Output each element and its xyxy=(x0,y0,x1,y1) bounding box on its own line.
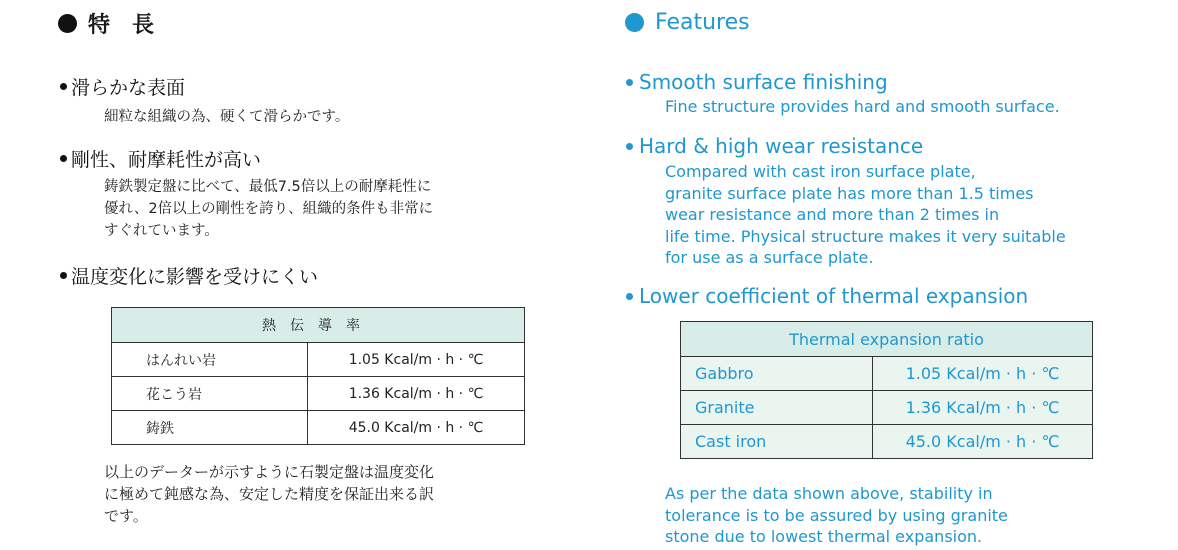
jp-heading-rigidity xyxy=(60,145,261,172)
material-value: 1.05 Kcal/m · h · ℃ xyxy=(308,343,525,377)
en-title-text: Features xyxy=(655,10,750,35)
table-row xyxy=(112,377,525,411)
en-line: wear resistance and more than 2 times in xyxy=(665,205,1000,224)
en-line: Fine structure provides hard and smooth surface. xyxy=(665,97,1060,116)
en-footer-paragraph xyxy=(665,483,1008,548)
en-heading-wear xyxy=(626,134,923,158)
material-name: Gabbro xyxy=(681,357,873,391)
jp-thermal-table xyxy=(111,307,525,445)
table-row xyxy=(681,391,1093,425)
bullet-icon xyxy=(60,272,67,279)
table-row xyxy=(681,357,1093,391)
material-value: 45.0 Kcal/m · h · ℃ xyxy=(308,411,525,445)
en-paragraph-smooth xyxy=(665,96,1060,118)
jp-line: 以上のデーターが示すように石製定盤は温度変化 xyxy=(104,463,435,481)
english-column xyxy=(590,0,1178,550)
jp-line: 鋳鉄製定盤に比べて、最低7.5倍以上の耐摩耗性に xyxy=(104,179,432,195)
material-value: 1.36 Kcal/m · h · ℃ xyxy=(873,391,1093,425)
table-row xyxy=(112,411,525,445)
table-row xyxy=(681,425,1093,459)
bullet-dot-icon xyxy=(58,14,77,33)
en-heading-text: Smooth surface finishing xyxy=(639,70,888,94)
jp-line: 優れ、2倍以上の剛性を誇り、組織的条件も非常に xyxy=(104,201,434,217)
jp-footer-paragraph xyxy=(104,461,434,527)
jp-heading-text: 剛性、耐摩耗性が高い xyxy=(71,149,262,171)
en-line: for use as a surface plate. xyxy=(665,248,874,267)
japanese-column xyxy=(0,0,580,550)
material-name: はんれい岩 xyxy=(112,343,308,377)
en-line: life time. Physical structure makes it very suitable xyxy=(665,226,1066,246)
jp-heading-text: 温度変化に影響を受けにくい xyxy=(71,266,319,288)
en-thermal-table xyxy=(680,321,1093,459)
en-heading-text: Hard & high wear resistance xyxy=(639,134,924,158)
table-header: 熱伝導率 xyxy=(112,308,525,343)
jp-paragraph-smooth xyxy=(104,106,349,128)
material-name: Granite xyxy=(681,391,873,425)
en-line: granite surface plate has more than 1.5 times xyxy=(665,183,1034,203)
material-name: 鋳鉄 xyxy=(112,411,308,445)
bullet-dot-icon xyxy=(625,13,644,32)
table-row xyxy=(112,343,525,377)
en-paragraph-wear xyxy=(665,161,1066,269)
jp-line: に極めて鈍感な為、安定した精度を保証出来る訳 xyxy=(104,485,435,503)
table-header: Thermal expansion ratio xyxy=(681,322,1093,357)
table-header-row xyxy=(681,322,1093,357)
jp-title-text: 特長 xyxy=(88,13,177,38)
material-name: 花こう岩 xyxy=(112,377,308,411)
bullet-icon xyxy=(60,155,67,162)
en-heading-thermal xyxy=(626,284,1028,308)
jp-title xyxy=(58,8,176,39)
en-heading-smooth xyxy=(626,70,888,94)
en-line: tolerance is to be assured by using granite xyxy=(665,505,1008,525)
en-line: stone due to lowest thermal expansion. xyxy=(665,527,983,546)
jp-heading-temperature xyxy=(60,262,318,289)
material-value: 1.36 Kcal/m · h · ℃ xyxy=(308,377,525,411)
en-title xyxy=(625,10,750,35)
en-heading-text: Lower coefficient of thermal expansion xyxy=(639,284,1029,308)
jp-paragraph-rigidity xyxy=(104,176,433,242)
jp-heading-text: 滑らかな表面 xyxy=(71,77,186,99)
table-header-row xyxy=(112,308,525,343)
jp-heading-smooth xyxy=(60,73,185,100)
jp-line: 細粒な組織の為、硬くて滑らかです。 xyxy=(104,109,350,125)
material-value: 1.05 Kcal/m · h · ℃ xyxy=(873,357,1093,391)
material-name: Cast iron xyxy=(681,425,873,459)
bullet-icon xyxy=(60,83,67,90)
en-line: As per the data shown above, stability in xyxy=(665,484,993,503)
bullet-icon xyxy=(626,143,633,150)
en-line: Compared with cast iron surface plate, xyxy=(665,162,976,181)
jp-line: すぐれています。 xyxy=(104,223,219,239)
bullet-icon xyxy=(626,293,633,300)
material-value: 45.0 Kcal/m · h · ℃ xyxy=(873,425,1093,459)
bullet-icon xyxy=(626,79,633,86)
jp-line: です。 xyxy=(104,507,148,525)
